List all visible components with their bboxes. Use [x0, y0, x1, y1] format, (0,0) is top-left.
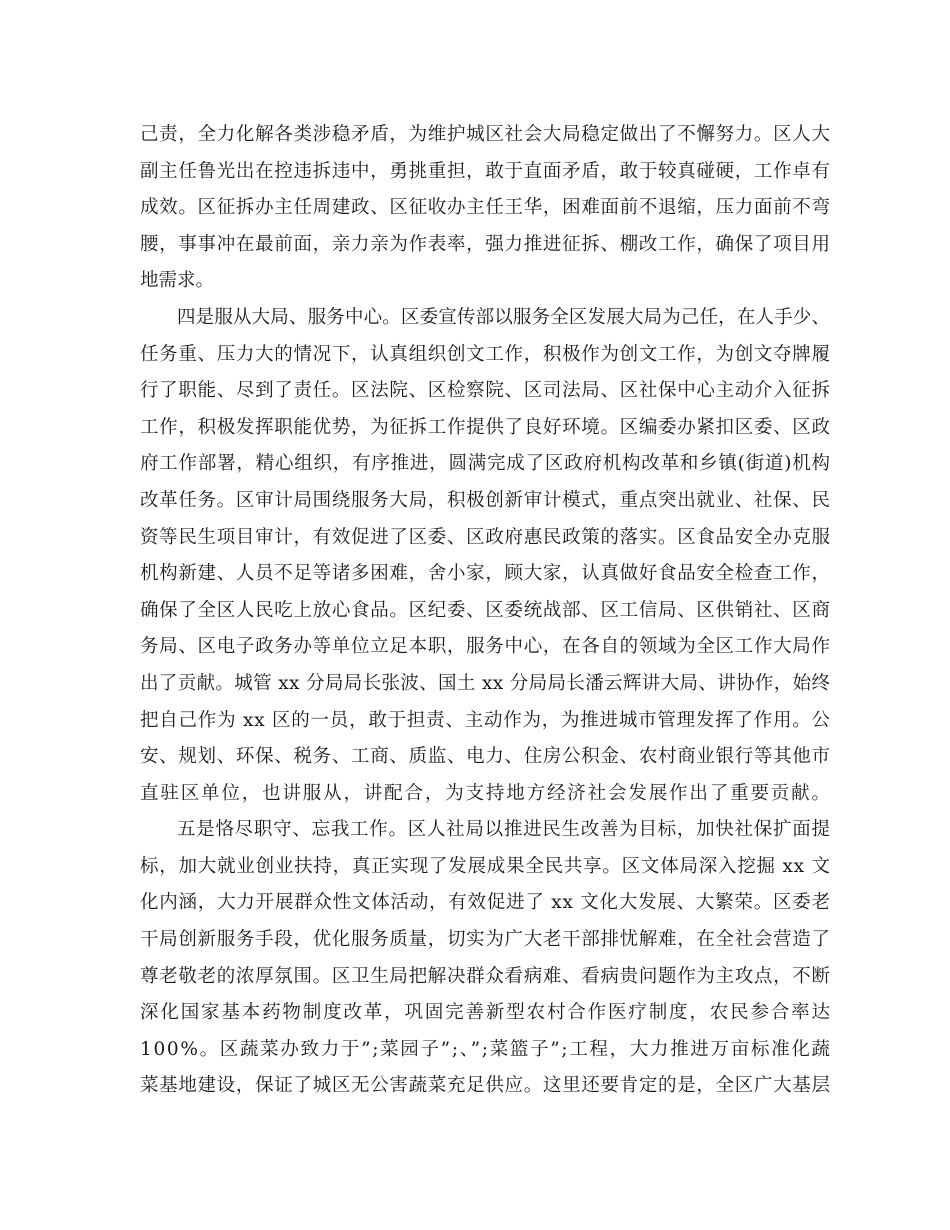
text-line: 资等民生项目审计，有效促进了区委、区政府惠民政策的落实。区食品安全办克服 — [140, 526, 831, 548]
document-body — [140, 117, 830, 1105]
text-line: 腰，事事冲在最前面，亲力亲为作表率，强力推进征拆、棚改工作，确保了项目用 — [140, 233, 831, 255]
text-line: 把自己作为 xx 区的一员，敢于担责、主动作为，为推进城市管理发挥了作用。公 — [140, 709, 831, 731]
text-line: 直驻区单位，也讲服从，讲配合，为支持地方经济社会发展作出了重要贡献。 — [140, 782, 832, 804]
text-line: 改革任务。区审计局围绕服务大局，积极创新审计模式，重点突出就业、社保、民 — [140, 489, 831, 511]
text-line: 机构新建、人员不足等诸多困难，舍小家，顾大家，认真做好食品安全检查工作， — [140, 563, 831, 585]
paragraph — [140, 117, 830, 300]
text-line: 成效。区征拆办主任周建政、区征收办主任王华，困难面前不退缩，压力面前不弯 — [140, 197, 831, 219]
text-line: 务局、区电子政务办等单位立足本职，服务中心，在各自的领域为全区工作大局作 — [140, 636, 831, 658]
text-line: 行了职能、尽到了责任。区法院、区检察院、区司法局、区社保中心主动介入征拆 — [140, 380, 831, 402]
text-line: 深化国家基本药物制度改革，巩固完善新型农村合作医疗制度，农民参合率达 — [140, 1002, 832, 1024]
text-line: 安、规划、环保、税务、工商、质监、电力、住房公积金、农村商业银行等其他市 — [140, 746, 831, 768]
text-line: 工作，积极发挥职能优势，为征拆工作提供了良好环境。区编委办紧扣区委、区政 — [140, 416, 831, 438]
text-line: 五是恪尽职守、忘我工作。区人社局以推进民生改善为目标，加快社保扩面提 — [177, 819, 831, 841]
text-line: 确保了全区人民吃上放心食品。区纪委、区委统战部、区工信局、区供销社、区商 — [140, 599, 831, 621]
paragraph — [140, 812, 830, 1105]
paragraph — [140, 300, 830, 812]
text-line: 副主任鲁光岀在控违拆违中，勇挑重担，敢于直面矛盾，敢于较真碰硬，工作卓有 — [140, 160, 831, 182]
text-line: 尊老敬老的浓厚氛围。区卫生局把解决群众看病难、看病贵问题作为主攻点，不断 — [140, 965, 831, 987]
text-line: 出了贡献。城管 xx 分局局长张波、国土 xx 分局局长潘云辉讲大局、讲协作，始终 — [140, 672, 831, 694]
text-line: 干局创新服务手段，优化服务质量，切实为广大老干部排忧解难，在全社会营造了 — [140, 929, 831, 951]
text-line: 府工作部署，精心组织，有序推进，圆满完成了区政府机构改革和乡镇(街道)机构 — [140, 453, 831, 475]
text-line: 菜基地建设，保证了城区无公害蔬菜充足供应。这里还要肯定的是，全区广大基层 — [140, 1075, 831, 1097]
text-line: 己责，全力化解各类涉稳矛盾，为维护城区社会大局稳定做出了不懈努力。区人大 — [140, 124, 831, 145]
text-line: 标，加大就业创业扶持，真正实现了发展成果全民共享。区文体局深入挖掘 xx 文 — [140, 855, 831, 877]
text-line: 100%。区蔬菜办致力于”;菜园子”;、”;菜篮子”;工程，大力推进万亩标准化蔬 — [140, 1038, 832, 1060]
text-line: 地需求。 — [140, 270, 215, 292]
text-line: 任务重、压力大的情况下，认真组织创文工作，积极作为创文工作，为创文夺牌履 — [140, 343, 831, 365]
text-line: 化内涵，大力开展群众性文体活动，有效促进了 xx 文化大发展、大繁荣。区委老 — [140, 892, 831, 914]
text-line: 四是服从大局、服务中心。区委宣传部以服务全区发展大局为己任，在人手少、 — [177, 306, 831, 328]
